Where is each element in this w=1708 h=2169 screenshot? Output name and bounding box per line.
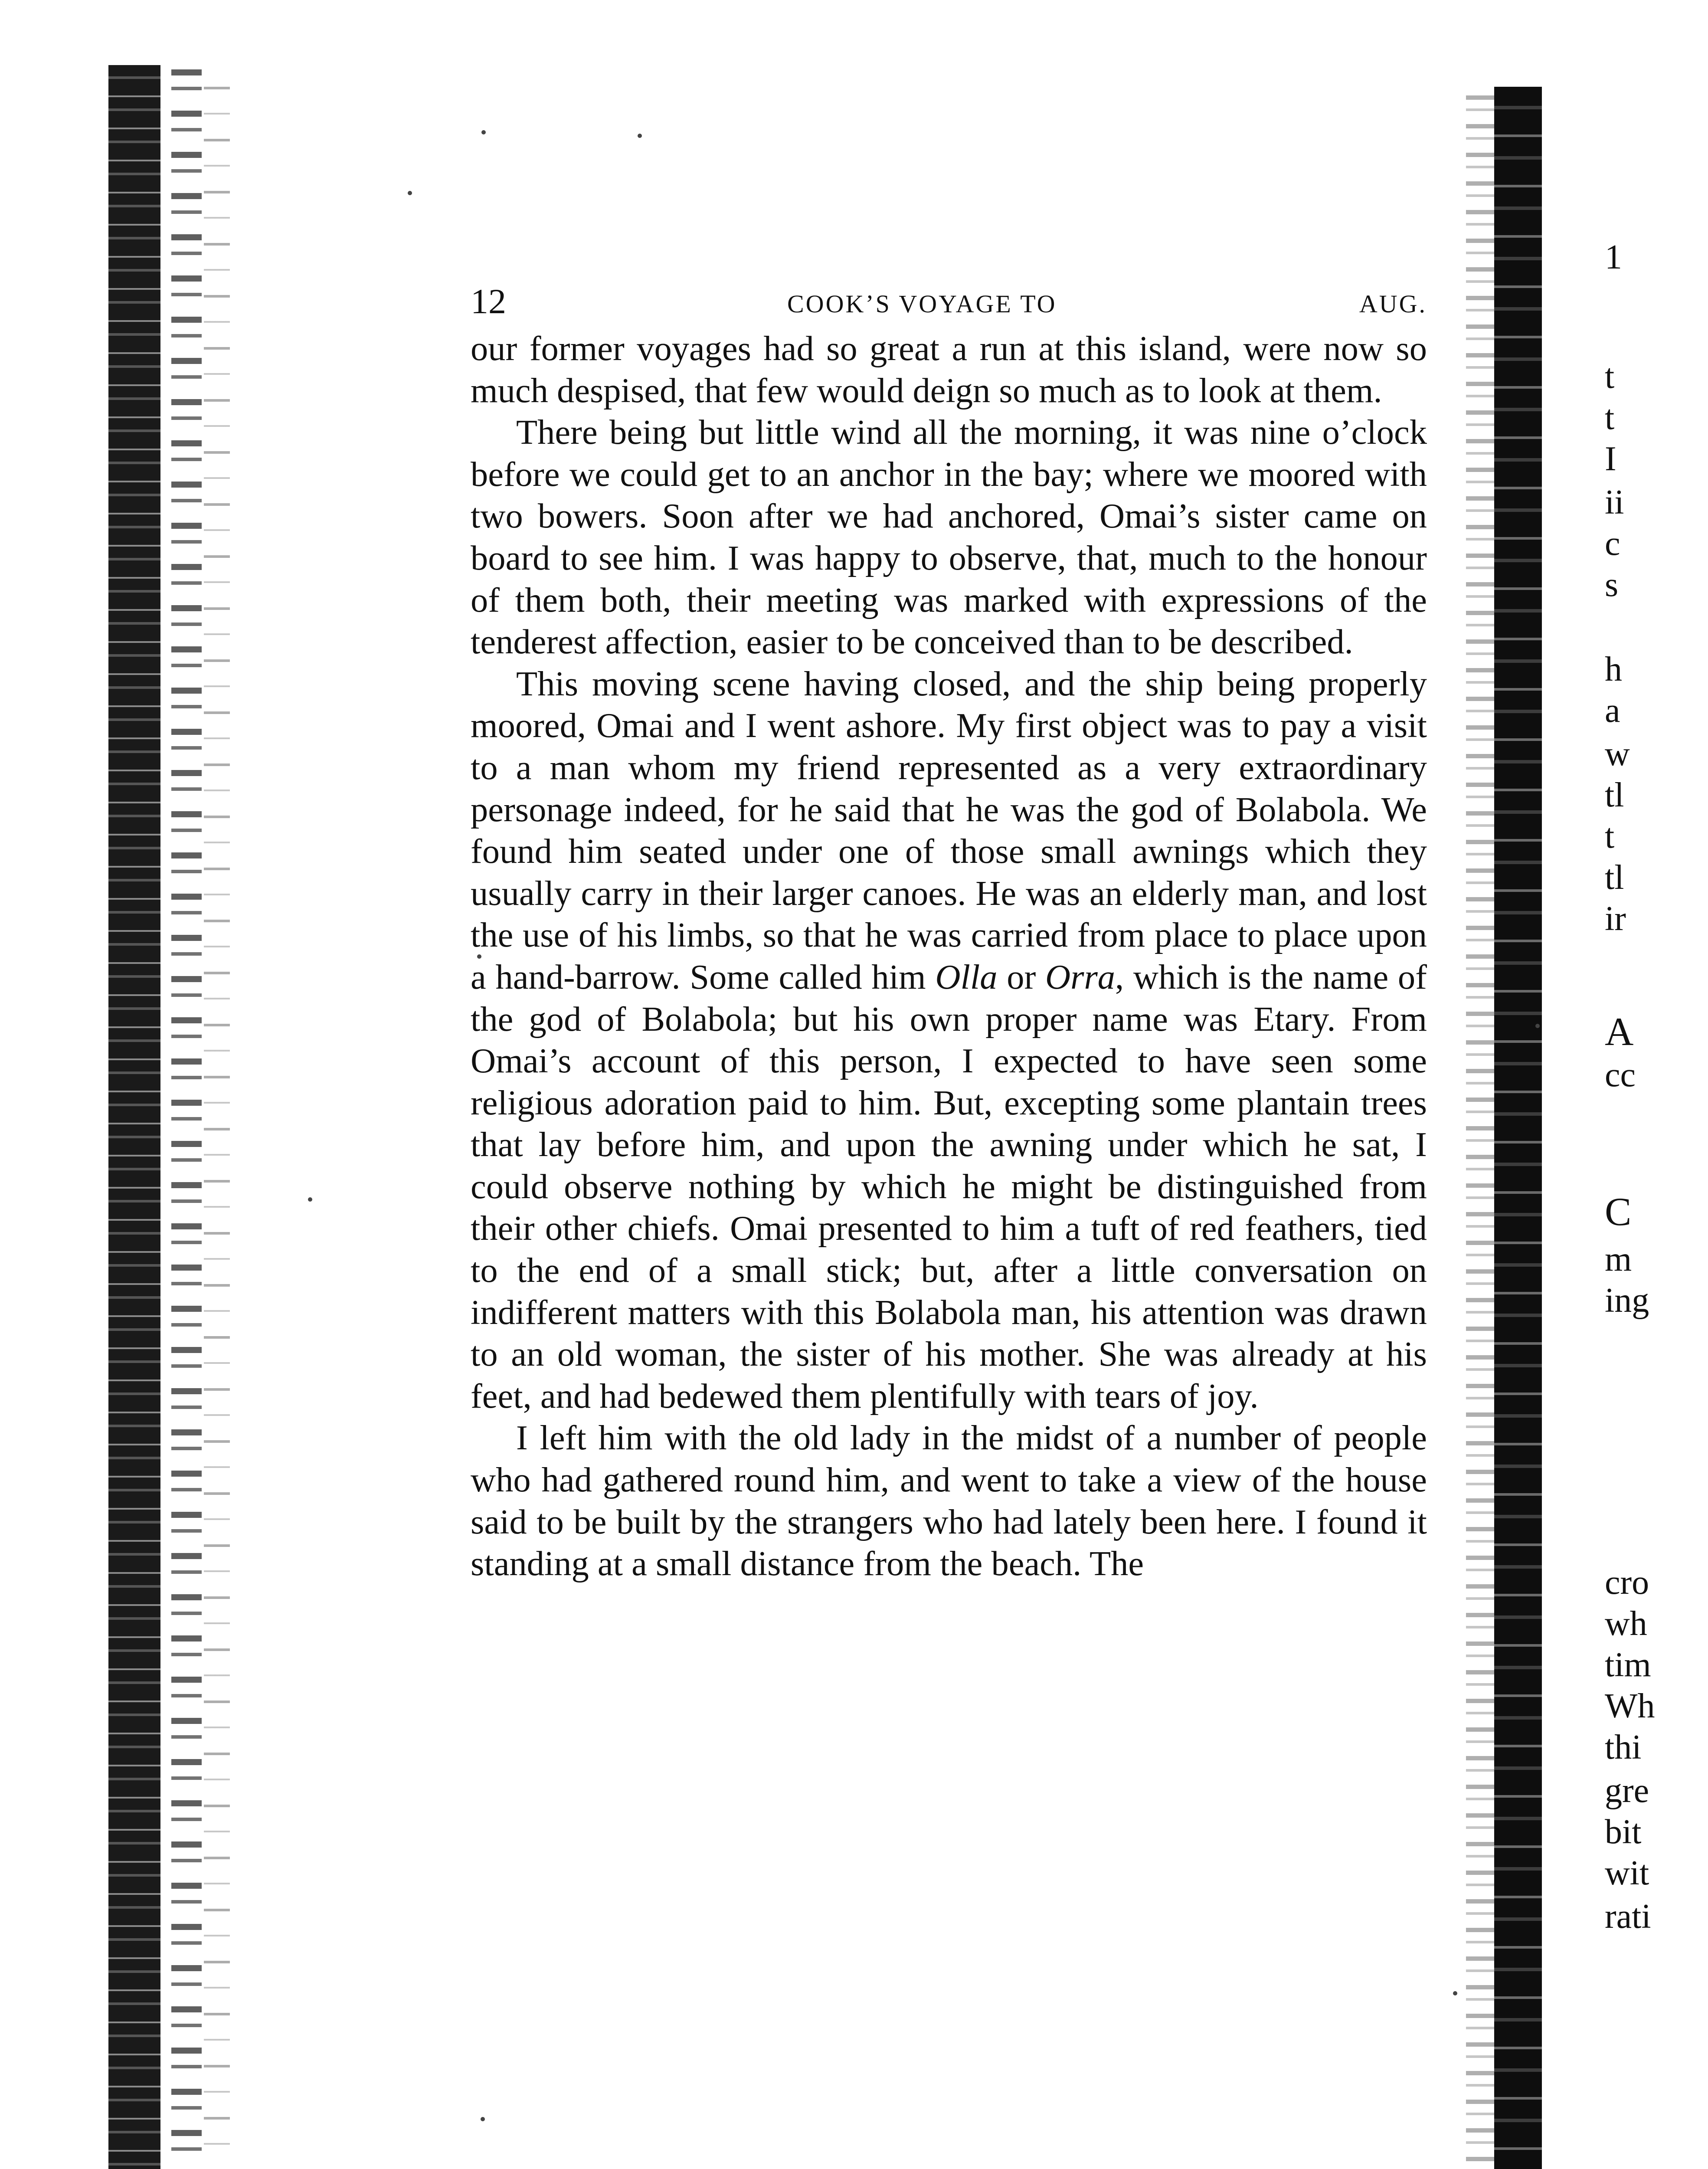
right-binding-shadow-faint	[1466, 95, 1496, 2169]
left-binding-shadow-texture	[171, 69, 202, 2169]
facing-fragment: cro	[1605, 1563, 1649, 1602]
facing-fragment: gre	[1605, 1772, 1649, 1810]
facing-fragment: rati	[1605, 1897, 1651, 1936]
facing-fragment: ii	[1605, 483, 1624, 521]
facing-fragment: w	[1605, 735, 1630, 773]
facing-fragment: ir	[1605, 900, 1626, 938]
scan-speck	[1453, 1991, 1457, 1995]
italic-name: Orra	[1045, 957, 1116, 996]
paragraph-text: This moving scene having closed, and the ship being properly moored, Omai and I went ashore. My first object was to pay a visit to a man whom my friend represented as a very extraordinary personage indeed, for he said that he was the god of Bolabola. We found him seated under one of those small awnings which they usually carry in their larger canoes. He was an elderly man, and lost the use of his limbs, so that he was carried from place to place upon a hand-barrow. Some called him	[471, 664, 1427, 996]
scan-speck	[481, 2117, 485, 2121]
left-binding-shadow	[108, 65, 160, 2169]
page-number: 12	[471, 282, 506, 321]
scan-speck	[1535, 1024, 1540, 1028]
facing-fragment: c	[1605, 524, 1620, 563]
paragraph	[471, 663, 1427, 1418]
facing-fragment: s	[1605, 566, 1619, 604]
facing-fragment: C	[1605, 1189, 1632, 1234]
running-header	[471, 278, 1427, 325]
right-binding-shadow	[1494, 87, 1542, 2169]
facing-fragment: thi	[1605, 1728, 1642, 1766]
facing-fragment: tl	[1605, 776, 1624, 814]
facing-fragment: wh	[1605, 1605, 1647, 1643]
facing-fragment: cc	[1605, 1056, 1636, 1094]
paragraph: There being but little wind all the morning, it was nine o’clock before we could get to an anchor in the bay; where we moored with two bowers. Soon after we had anchored, Omai’s sister came on board to see him. I was happy to observe, that, much to the honour of them both, their meeting was marked with expressions of the tenderest affection, easier to be conceived than to be described.	[471, 413, 1427, 662]
facing-fragment: wit	[1605, 1854, 1649, 1892]
scan-speck	[308, 1197, 312, 1202]
paragraph: I left him with the old lady in the midst of a number of people who had gathered round him, and went to take a view of the house said to be built by the strangers who had lately been here. I found it standing at a small distance from the beach. The	[471, 1419, 1427, 1583]
facing-page-fragments	[1605, 0, 1708, 2169]
facing-fragment: tim	[1605, 1646, 1651, 1684]
facing-fragment: I	[1605, 440, 1616, 478]
italic-name: Olla	[935, 957, 998, 996]
paragraph: our former voyages had so great a run at this island, were now so much despised, that few would deign so much as to look at them.	[471, 329, 1427, 410]
facing-fragment: bit	[1605, 1813, 1642, 1851]
facing-fragment: m	[1605, 1240, 1632, 1278]
facing-fragment: t	[1605, 399, 1615, 437]
facing-fragment: ing	[1605, 1281, 1649, 1320]
facing-fragment: t	[1605, 357, 1615, 396]
book-page	[471, 278, 1427, 1585]
facing-fragment: tl	[1605, 858, 1624, 897]
paragraph-text: , which is the name of the god of Bolabola; but his own proper name was Etary. From Omai’s account of this person, I expected to have seen some religious adoration paid to him. But, excepting some plantain trees that lay before him, and upon the awning under which he sat, I could observe nothing by which he might be distinguished from their other chiefs. Omai presented to him a tuft of red feathers, tied to the end of a small stick; but, after a little conversation on indifferent matters with this Bolabola man, his attention was drawn to an old woman, the sister of his mother. She was already at his feet, and had bedewed them plentifully with tears of joy.	[471, 957, 1427, 1415]
scan-speck	[638, 134, 642, 138]
scan-speck	[481, 130, 486, 134]
facing-fragment: a	[1605, 691, 1620, 730]
facing-fragment: h	[1605, 650, 1622, 688]
running-title: COOK’S VOYAGE TO	[787, 290, 1057, 318]
paragraph-text: or	[997, 957, 1045, 996]
running-month: AUG.	[1359, 290, 1427, 318]
scan-speck	[408, 191, 412, 195]
facing-fragment: 1	[1605, 238, 1622, 276]
facing-fragment: A	[1605, 1009, 1634, 1054]
body-text	[471, 328, 1427, 1585]
facing-fragment: t	[1605, 817, 1615, 855]
left-binding-shadow-faint	[204, 87, 230, 2169]
facing-fragment: Wh	[1605, 1687, 1655, 1725]
